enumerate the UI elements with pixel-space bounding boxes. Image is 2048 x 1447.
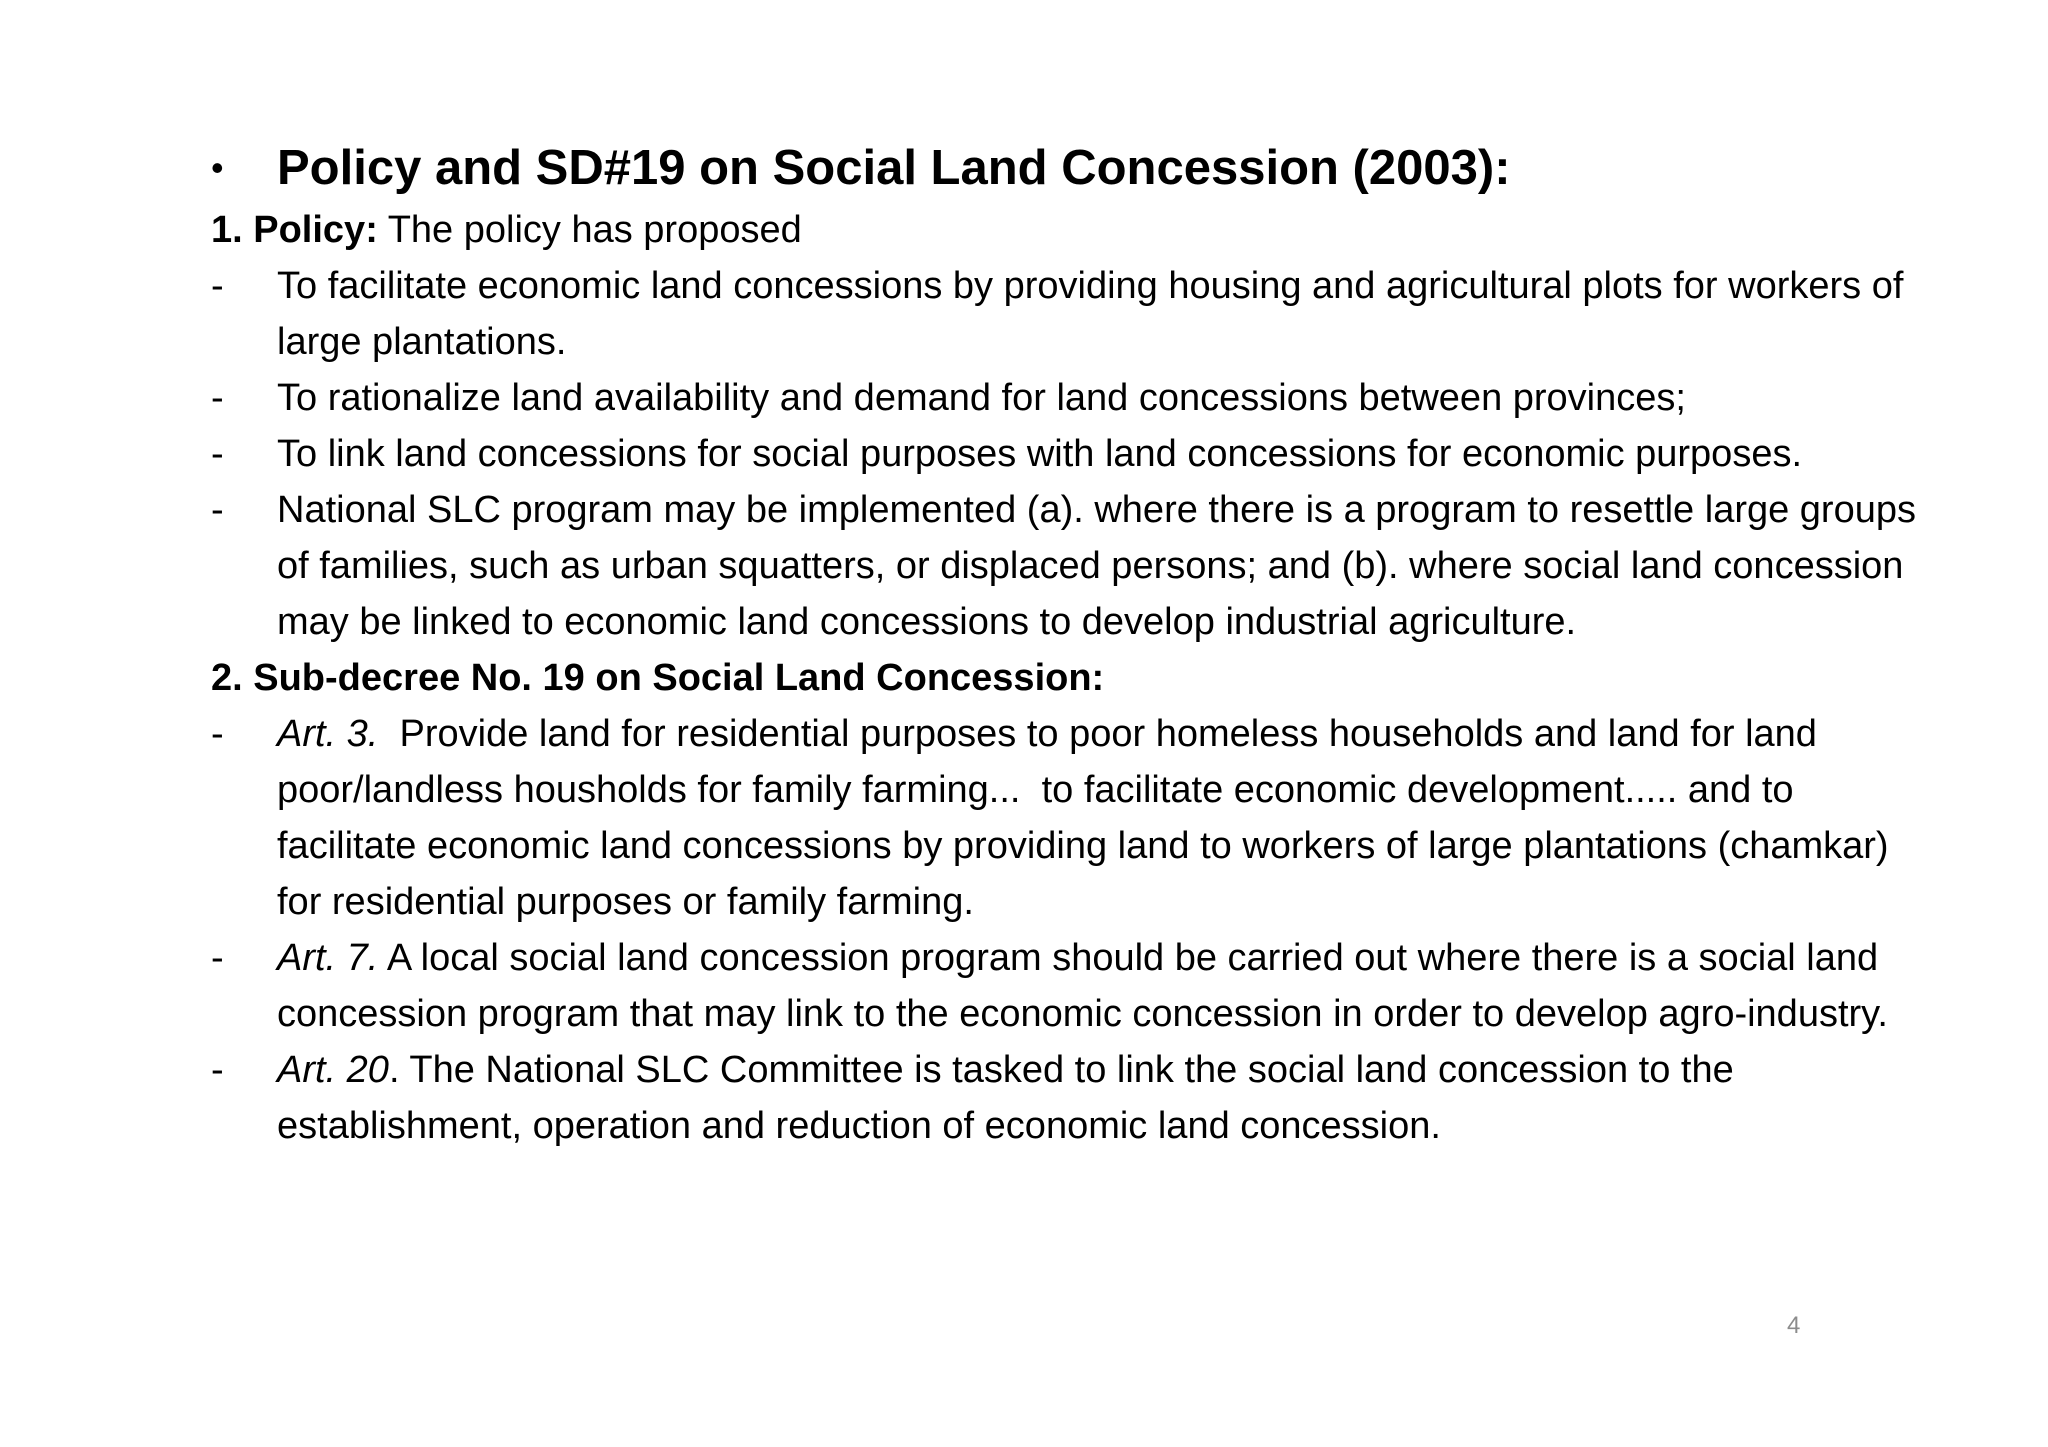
- policy-item: [211, 370, 1931, 426]
- policy-item: [211, 426, 1931, 482]
- dash-bullet: -: [211, 1049, 224, 1091]
- dash-bullet: -: [211, 265, 224, 307]
- title-row: [211, 136, 1931, 200]
- dash-bullet: -: [211, 937, 224, 979]
- slide-content: [211, 136, 1931, 1154]
- article-item: [211, 1042, 1931, 1154]
- article-item-text: [277, 706, 1931, 930]
- article-body: Provide land for residential purposes to poor homeless households and land for land poor/landless housholds for family farming... to facilitate economic development..... and to facilitate economic land concessions by providing land to workers of large plantations (chamkar) for residential purposes or family farming.: [277, 713, 1900, 923]
- dash-bullet: -: [211, 489, 224, 531]
- policy-item-text: National SLC program may be implemented (a). where there is a program to resettle large groups of families, such as urban squatters, or displaced persons; and (b). where social land concession may be linked to economic land concessions to develop industrial agriculture.: [277, 489, 1916, 643]
- slide-title: Policy and SD#19 on Social Land Concession (2003):: [277, 141, 1511, 195]
- section-1-label: 1. Policy:: [211, 209, 378, 251]
- article-item-text: [277, 930, 1931, 1042]
- article-ref: Art. 7.: [277, 937, 379, 979]
- article-item-text: [277, 1042, 1931, 1154]
- section-2-heading: [211, 650, 1931, 706]
- dash-bullet: -: [211, 433, 224, 475]
- bullet-icon: •: [211, 147, 224, 188]
- policy-item-text: To facilitate economic land concessions by providing housing and agricultural plots for workers of large plantations.: [277, 265, 1904, 363]
- article-body: . The National SLC Committee is tasked to link the social land concession to the establishment, operation and reduction of economic land concession.: [277, 1049, 1745, 1147]
- dash-bullet: -: [211, 377, 224, 419]
- section-2-label: 2. Sub-decree No. 19 on Social Land Concession:: [211, 657, 1105, 699]
- article-body: A local social land concession program should be carried out where there is a social land concession program that may link to the economic concession in order to develop agro-industry.: [277, 937, 1889, 1035]
- policy-item: [211, 258, 1931, 370]
- policy-item: [211, 482, 1931, 650]
- policy-item-text: To rationalize land availability and demand for land concessions between provinces;: [277, 377, 1686, 419]
- article-ref: Art. 20: [277, 1049, 389, 1091]
- dash-bullet: -: [211, 713, 224, 755]
- article-item: [211, 930, 1931, 1042]
- section-1-heading: [211, 202, 1931, 258]
- section-1-intro: The policy has proposed: [377, 209, 802, 251]
- article-ref: Art. 3.: [277, 713, 379, 755]
- article-item: [211, 706, 1931, 930]
- page-number: 4: [1787, 1312, 1801, 1339]
- policy-item-text: To link land concessions for social purposes with land concessions for economic purposes.: [277, 433, 1803, 475]
